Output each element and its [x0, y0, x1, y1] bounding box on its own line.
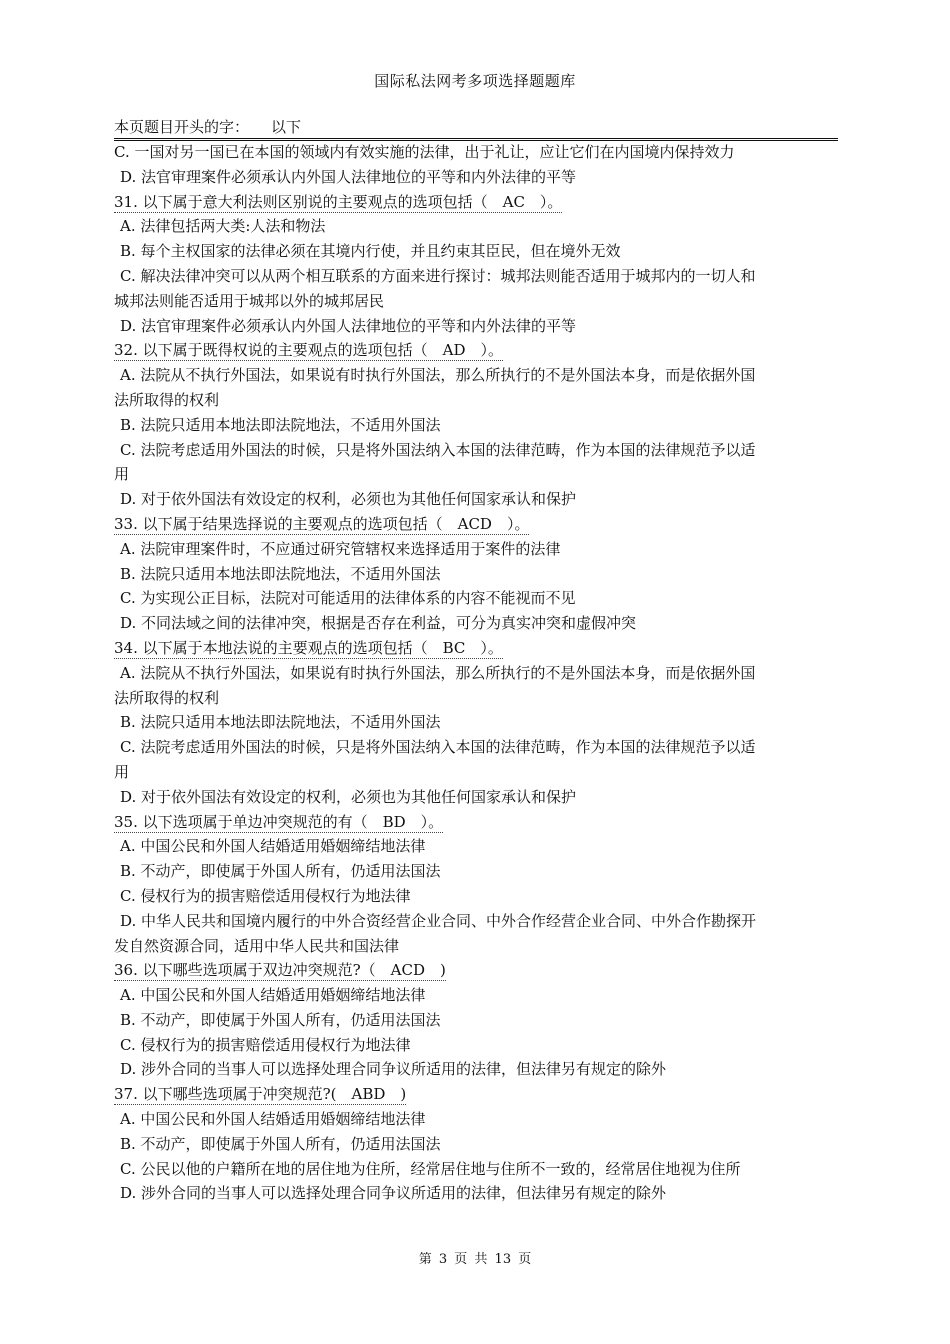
option-line: B. 法院只适用本地法即法院地法，不适用外国法	[120, 713, 441, 732]
question-title-line	[114, 338, 842, 363]
option-line: B. 法院只适用本地法即法院地法，不适用外国法	[120, 564, 441, 583]
question-title: 33. 以下属于结果选择说的主要观点的选项包括（ ACD ）。	[114, 514, 530, 533]
question-title-line	[114, 636, 842, 661]
question-title-line	[114, 1082, 842, 1107]
option-line: A. 法院审理案件时，不应通过研究管辖权来选择适用于案件的法律	[120, 539, 561, 558]
question-title-line	[114, 190, 842, 215]
option-line: D. 涉外合同的当事人可以选择处理合同争议所适用的法律，但法律另有规定的除外	[120, 1060, 667, 1079]
prefix-label: 本页题目开头的字：	[114, 118, 250, 136]
option-line: A. 法律包括两大类:人法和物法	[120, 217, 326, 236]
option-line: C. 解决法律冲突可以从两个相互联系的方面来进行探讨：城邦法则能否适用于城邦内的一切人和	[120, 266, 756, 285]
continuation-line: 用	[114, 762, 130, 781]
option-line: B. 不动产，即使属于外国人所有，仍适用法国法	[120, 1134, 441, 1153]
question-title-line	[114, 958, 842, 983]
question-title: 32. 以下属于既得权说的主要观点的选项包括（ AD ）。	[114, 341, 503, 360]
option-line: A. 法院从不执行外国法，如果说有时执行外国法，那么所执行的不是外国法本身，而是依据外国	[120, 663, 756, 682]
question-title: 36. 以下哪些选项属于双边冲突规范?（ ACD )	[114, 961, 446, 980]
page-prefix-line	[114, 116, 838, 141]
continuation-line: 发自然资源合同，适用中华人民共和国法律	[114, 936, 400, 955]
question-title: 35. 以下选项属于单边冲突规范的有（ BD ）。	[114, 812, 444, 831]
question-title-line	[114, 810, 842, 835]
question-title: 37. 以下哪些选项属于冲突规范?( ABD )	[114, 1085, 407, 1104]
continuation-line: C. 一国对另一国已在本国的领域内有效实施的法律，出于礼让，应让它们在内国境内保持效力	[114, 143, 735, 161]
option-line: D. 对于依外国法有效设定的权利，必须也为其他任何国家承认和保护	[120, 490, 577, 509]
question-title: 34. 以下属于本地法说的主要观点的选项包括（ BC ）。	[114, 638, 503, 657]
option-line: B. 不动产，即使属于外国人所有，仍适用法国法	[120, 862, 441, 881]
continuation-line: 法所取得的权利	[114, 688, 220, 707]
option-line: C. 法院考虑适用外国法的时候，只是将外国法纳入本国的法律范畴，作为本国的法律规范予以适	[120, 738, 756, 757]
question-list	[114, 140, 842, 1206]
option-line: A. 中国公民和外国人结婚适用婚姻缔结地法律	[120, 986, 426, 1005]
option-line: D. 不同法域之间的法律冲突，根据是否存在利益，可分为真实冲突和虚假冲突	[120, 614, 637, 633]
option-line: C. 法院考虑适用外国法的时候，只是将外国法纳入本国的法律范畴，作为本国的法律规范予以适	[120, 440, 756, 459]
option-line: C. 侵权行为的损害赔偿适用侵权行为地法律	[120, 1035, 411, 1054]
prefix-value: 以下	[271, 118, 302, 136]
option-line: A. 法院从不执行外国法，如果说有时执行外国法，那么所执行的不是外国法本身，而是依据外国	[120, 366, 756, 385]
option-line: C. 为实现公正目标，法院对可能适用的法律体系的内容不能视而不见	[120, 589, 576, 608]
page-footer: 第 3 页 共 13 页	[418, 1252, 532, 1267]
option-line: B. 不动产，即使属于外国人所有，仍适用法国法	[120, 1010, 441, 1029]
continuation-line: 城邦法则能否适用于城邦以外的城邦居民	[114, 291, 385, 310]
continuation-line: 法所取得的权利	[114, 390, 220, 409]
option-line: D. 中华人民共和国境内履行的中外合资经营企业合同、中外合作经营企业合同、中外合作勘探开	[120, 911, 757, 930]
option-line: A. 中国公民和外国人结婚适用婚姻缔结地法律	[120, 837, 426, 856]
option-line: B. 法院只适用本地法即法院地法，不适用外国法	[120, 415, 441, 434]
continuation-line: 用	[114, 465, 130, 484]
question-title: 31. 以下属于意大利法则区别说的主要观点的选项包括（ AC ）。	[114, 192, 563, 211]
option-line: D. 法官审理案件必须承认内外国人法律地位的平等和内外法律的平等	[120, 167, 577, 186]
question-title-line	[114, 512, 842, 537]
option-line: D. 对于依外国法有效设定的权利，必须也为其他任何国家承认和保护	[120, 787, 577, 806]
option-line: D. 法官审理案件必须承认内外国人法律地位的平等和内外法律的平等	[120, 316, 577, 335]
option-line: C. 侵权行为的损害赔偿适用侵权行为地法律	[120, 886, 411, 905]
option-line: C. 公民以他的户籍所在地的居住地为住所，经常居住地与住所不一致的，经常居住地视为住所	[120, 1159, 741, 1178]
option-line: A. 中国公民和外国人结婚适用婚姻缔结地法律	[120, 1110, 426, 1129]
option-line: D. 涉外合同的当事人可以选择处理合同争议所适用的法律，但法律另有规定的除外	[120, 1184, 667, 1203]
option-line: B. 每个主权国家的法律必须在其境内行使，并且约束其臣民，但在境外无效	[120, 242, 621, 261]
page-header-title: 国际私法网考多项选择题题库	[374, 72, 576, 90]
